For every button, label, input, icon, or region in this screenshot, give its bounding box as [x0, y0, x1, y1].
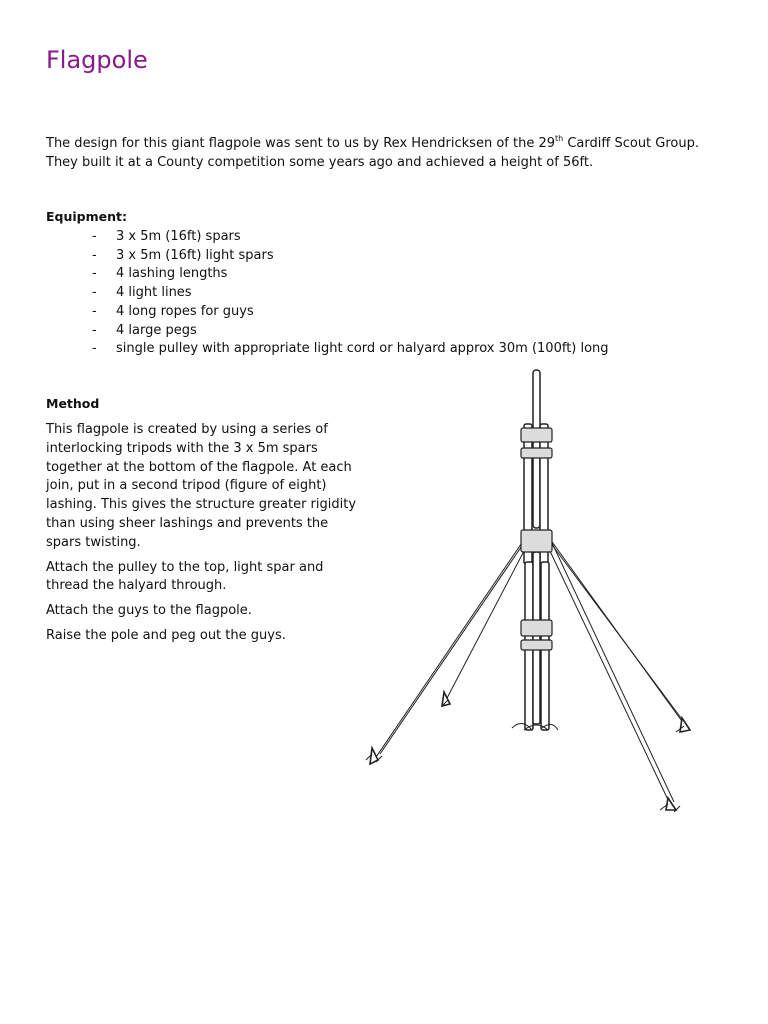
- method-heading: Method: [46, 396, 100, 411]
- equipment-item: - 3 x 5m (16ft) spars: [92, 229, 241, 244]
- intro-paragraph: [46, 134, 736, 172]
- equipment-item: - 4 light lines: [92, 285, 192, 301]
- method-text: [46, 421, 358, 652]
- equipment-item: - 4 large pegs: [92, 322, 197, 338]
- flagpole-illustration: [362, 362, 712, 816]
- method-paragraph: Attach the guys to the flagpole.: [46, 603, 252, 619]
- equipment-list: [46, 228, 609, 359]
- equipment-heading: Equipment:: [46, 209, 127, 224]
- equipment-item: - 4 lashing lengths: [92, 266, 228, 282]
- method-paragraph: Raise the pole and peg out the guys.: [46, 627, 286, 643]
- page-title: Flagpole: [46, 46, 148, 74]
- intro-line-1: The design for this giant flagpole was sent to us by Rex Hendricksen of the 29th Cardiff Scout Group.: [46, 134, 699, 151]
- equipment-item: - single pulley with appropriate light cord or halyard approx 30m (100ft) long: [92, 341, 609, 357]
- method-paragraph: This flagpole is created by using a series of interlocking tripods with the 3 x 5m spars together at the bottom of the flagpole. At each join, put in a second tripod (figure of eight) lashing. This gives the structure greater rigidity than using sheer lashings and prevents the spars twisting.: [46, 422, 357, 550]
- equipment-item: - 4 long ropes for guys: [92, 303, 254, 319]
- equipment-item: - 3 x 5m (16ft) light spars: [92, 247, 274, 263]
- intro-line-2: They built it at a County competition some years ago and achieved a height of 56ft.: [46, 155, 594, 170]
- ordinal-suffix: th: [555, 134, 564, 143]
- method-paragraph: Attach the pulley to the top, light spar and thread the halyard through.: [46, 559, 324, 594]
